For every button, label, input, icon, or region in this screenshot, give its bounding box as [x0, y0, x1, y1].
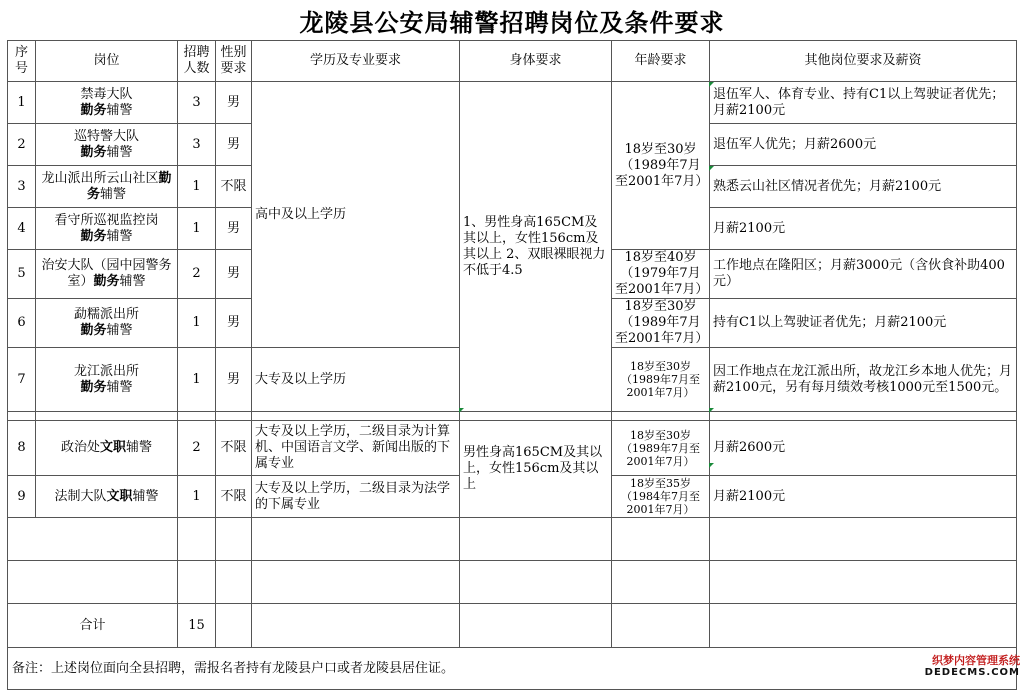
row-count: 1	[178, 348, 216, 412]
row-gender: 不限	[216, 166, 252, 208]
row-other: 退伍军人优先；月薪2600元	[710, 124, 1017, 166]
total-row	[8, 604, 1017, 648]
row-seq: 1	[8, 82, 36, 124]
table-row	[8, 82, 1017, 124]
row-education: 大专及以上学历，二级目录为法学的下属专业	[252, 476, 460, 518]
row-other: 持有C1以上驾驶证者优先；月薪2100元	[710, 299, 1017, 348]
row-other: 月薪2100元	[710, 476, 1017, 518]
header-post: 岗位	[36, 41, 178, 82]
watermark-line1: 织梦内容管理系统	[932, 654, 1020, 667]
header-body: 身体要求	[460, 41, 612, 82]
row-age: 18岁至40岁（1979年7月至2001年7月）	[612, 250, 710, 299]
row-other: 工作地点在隆阳区；月薪3000元（含伙食补助400元）	[710, 250, 1017, 299]
row-seq: 5	[8, 250, 36, 299]
row-seq: 3	[8, 166, 36, 208]
row-post: 政治处文职辅警	[36, 421, 178, 476]
row-post: 龙江派出所 勤务辅警	[36, 348, 178, 412]
note-row	[8, 648, 1017, 690]
row-other: 月薪2100元	[710, 208, 1017, 250]
row-other: 月薪2600元	[710, 421, 1017, 476]
row-age: 18岁至30岁（1989年7月至2001年7月）	[612, 348, 710, 412]
row-seq: 9	[8, 476, 36, 518]
row-seq: 6	[8, 299, 36, 348]
spacer-row	[8, 412, 1017, 421]
row-post: 看守所巡视监控岗 勤务辅警	[36, 208, 178, 250]
empty-row	[8, 561, 1017, 604]
row-age: 18岁至35岁（1984年7月至2001年7月）	[612, 476, 710, 518]
total-count: 15	[178, 604, 216, 648]
row-count: 2	[178, 250, 216, 299]
row-gender: 男	[216, 208, 252, 250]
header-seq: 序 号	[8, 41, 36, 82]
header-count: 招聘 人数	[178, 41, 216, 82]
row-gender: 不限	[216, 421, 252, 476]
header-education: 学历及专业要求	[252, 41, 460, 82]
header-other: 其他岗位要求及薪资	[710, 41, 1017, 82]
watermark-logo	[910, 654, 1020, 679]
page-title: 龙陵县公安局辅警招聘岗位及条件要求	[299, 9, 725, 37]
row-seq: 4	[8, 208, 36, 250]
footnote: 备注：上述岗位面向全县招聘，需报名者持有龙陵县户口或者龙陵县居住证。	[8, 648, 1017, 690]
table-row	[8, 421, 1017, 476]
row-age: 18岁至30岁（1989年7月至2001年7月）	[612, 421, 710, 476]
row-post: 龙山派出所云山社区勤务辅警	[36, 166, 178, 208]
row-post: 勐糯派出所 勤务辅警	[36, 299, 178, 348]
comment-marker-icon	[709, 166, 714, 171]
row-count: 3	[178, 124, 216, 166]
row-seq: 8	[8, 421, 36, 476]
header-gender: 性别 要求	[216, 41, 252, 82]
row-seq: 7	[8, 348, 36, 412]
row-count: 2	[178, 421, 216, 476]
recruitment-table	[7, 40, 1017, 690]
row-other: 熟悉云山社区情况者优先；月薪2100元	[710, 166, 1017, 208]
row-post: 法制大队文职辅警	[36, 476, 178, 518]
comment-marker-icon	[709, 82, 714, 87]
row-post: 治安大队（园中园警务室）勤务辅警	[36, 250, 178, 299]
row-count: 3	[178, 82, 216, 124]
comment-marker-icon	[709, 408, 714, 413]
row-seq: 2	[8, 124, 36, 166]
watermark-line2: DEDECMS.COM	[924, 667, 1020, 678]
body-merged-1-7: 1、男性身高165CM及其以上，女性156cm及其以上 2、双眼裸眼视力不低于4.5	[460, 82, 612, 412]
row-gender: 不限	[216, 476, 252, 518]
row-gender: 男	[216, 348, 252, 412]
row-other: 退伍军人、体育专业、持有C1以上驾驶证者优先；月薪2100元	[710, 82, 1017, 124]
total-label: 合计	[8, 604, 178, 648]
row-count: 1	[178, 299, 216, 348]
education-merged-1-6: 高中及以上学历	[252, 82, 460, 348]
comment-marker-icon	[709, 463, 714, 468]
row-gender: 男	[216, 250, 252, 299]
row-count: 1	[178, 208, 216, 250]
row-other: 因工作地点在龙江派出所，故龙江乡本地人优先；月薪2100元，另有每月绩效考核1000元至1500元。	[710, 348, 1017, 412]
row-education: 大专及以上学历，二级目录为计算机、中国语言文学、新闻出版的下属专业	[252, 421, 460, 476]
row-count: 1	[178, 166, 216, 208]
row-gender: 男	[216, 82, 252, 124]
age-merged-1-4: 18岁至30岁（1989年7月至2001年7月）	[612, 82, 710, 250]
comment-marker-icon	[459, 408, 464, 413]
row-gender: 男	[216, 299, 252, 348]
header-row	[8, 41, 1017, 82]
header-age: 年龄要求	[612, 41, 710, 82]
row-count: 1	[178, 476, 216, 518]
empty-row	[8, 518, 1017, 561]
row-age: 18岁至30岁（1989年7月至2001年7月）	[612, 299, 710, 348]
body-merged-8-9: 男性身高165CM及其以上，女性156cm及其以上	[460, 421, 612, 518]
row-post: 巡特警大队 勤务辅警	[36, 124, 178, 166]
row-gender: 男	[216, 124, 252, 166]
row-education: 大专及以上学历	[252, 348, 460, 412]
row-post: 禁毒大队 勤务辅警	[36, 82, 178, 124]
